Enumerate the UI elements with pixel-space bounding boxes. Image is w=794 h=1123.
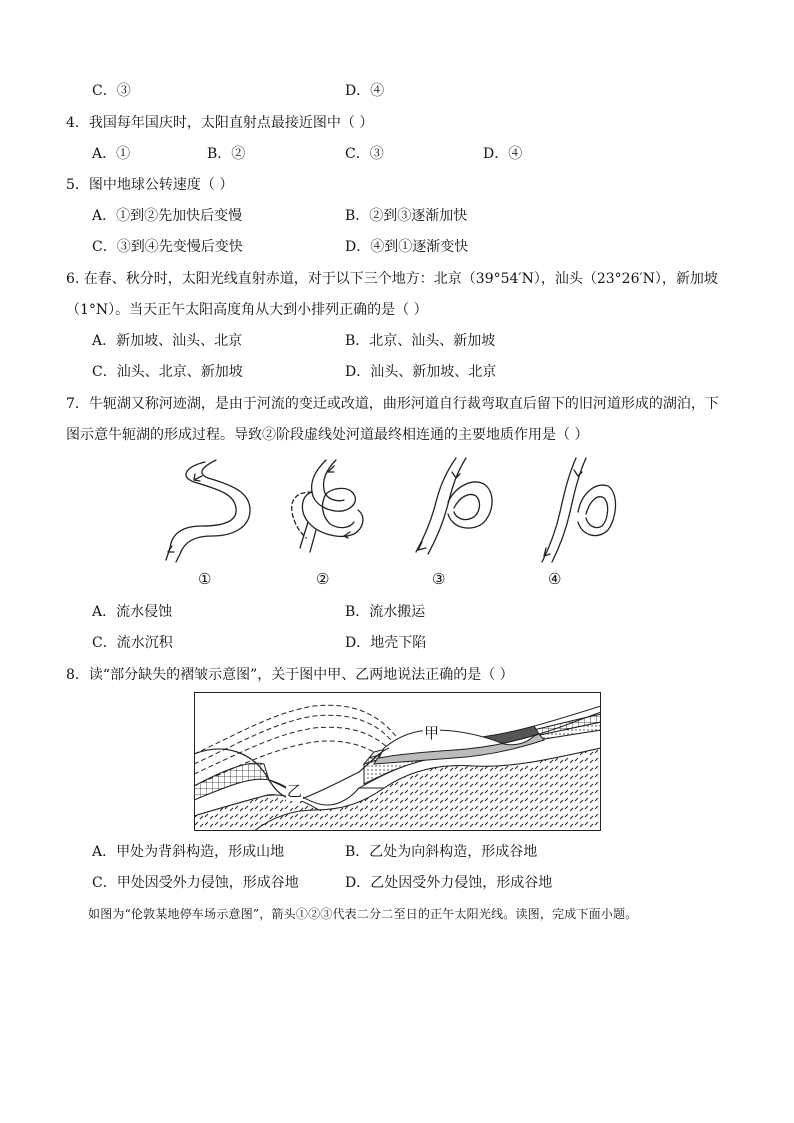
q7-option-a[interactable]: A．流水侵蚀 <box>92 604 173 620</box>
stage-2-river <box>292 460 363 552</box>
q6-option-d[interactable]: D．汕头、新加坡、北京 <box>345 364 497 380</box>
q6-stem-line2: （1°N）。当天正午太阳高度角从大到小排列正确的是（ ） <box>66 302 428 318</box>
stage-label-1: ① <box>198 570 212 588</box>
q8-option-a[interactable]: A．甲处为背斜构造，形成山地 <box>92 844 285 860</box>
oxbow-lake-figure <box>150 452 620 572</box>
q8-option-d[interactable]: D．乙处因受外力侵蚀，形成谷地 <box>345 875 553 891</box>
stage-4-river <box>542 458 616 562</box>
q5-option-a[interactable]: A．①到②先加快后变慢 <box>92 208 243 224</box>
q4-stem: 4．我国每年国庆时，太阳直射点最接近图中（ ） <box>66 115 374 131</box>
q6-option-b[interactable]: B．北京、汕头、新加坡 <box>345 333 496 349</box>
stage-3-river <box>416 458 492 554</box>
stage-label-3: ③ <box>432 570 446 588</box>
label-jia: 甲 <box>424 724 440 742</box>
q6-option-c[interactable]: C．汕头、北京、新加坡 <box>92 364 243 380</box>
q7-option-b[interactable]: B．流水搬运 <box>345 604 426 620</box>
stage-label-4: ④ <box>548 570 562 588</box>
q4-option-a[interactable]: A．① <box>92 146 131 162</box>
fold-diagram <box>194 692 601 831</box>
q6-option-a[interactable]: A．新加坡、汕头、北京 <box>92 333 243 349</box>
next-section-intro: 如图为“伦敦某地停车场示意图”，箭头①②③代表二分二至日的正午太阳光线。读图，完成下面小题。 <box>88 907 638 921</box>
q3-option-d[interactable]: D．④ <box>345 83 385 99</box>
q5-option-c[interactable]: C．③到④先变慢后变快 <box>92 239 243 255</box>
q4-option-c[interactable]: C．③ <box>345 146 384 162</box>
label-yi: 乙 <box>287 782 303 800</box>
q5-stem: 5．图中地球公转速度（ ） <box>66 177 234 193</box>
q7-stem-line1: 7．牛轭湖又称河迹湖，是由于河流的变迁或改道，曲形河道自行裁弯取直后留下的旧河道形成的湖泊，下 <box>66 396 719 412</box>
q5-option-d[interactable]: D．④到①逐渐变快 <box>345 239 469 255</box>
q4-option-b[interactable]: B．② <box>207 146 246 162</box>
q7-option-d[interactable]: D．地壳下陷 <box>345 635 427 651</box>
q3-option-c[interactable]: C．③ <box>92 83 131 99</box>
q8-option-c[interactable]: C．甲处因受外力侵蚀，形成谷地 <box>92 875 299 891</box>
q6-stem-line1: 6. 在春、秋分时，太阳光线直射赤道，对于以下三个地方：北京（39°54′N），汕头（23°26′N），新加坡 <box>66 271 718 287</box>
q4-option-d[interactable]: D．④ <box>483 146 523 162</box>
q7-stem-line2: 图示意牛轭湖的形成过程。导致②阶段虚线处河道最终相连通的主要地质作用是（ ） <box>66 427 589 443</box>
q8-stem: 8．读“部分缺失的褶皱示意图”，关于图中甲、乙两地说法正确的是（ ） <box>66 667 514 683</box>
stage-1-river <box>166 460 250 562</box>
q7-option-c[interactable]: C．流水沉积 <box>92 635 173 651</box>
q5-option-b[interactable]: B．②到③逐渐加快 <box>345 208 468 224</box>
q8-option-b[interactable]: B．乙处为向斜构造，形成谷地 <box>345 844 538 860</box>
stage-label-2: ② <box>316 570 330 588</box>
